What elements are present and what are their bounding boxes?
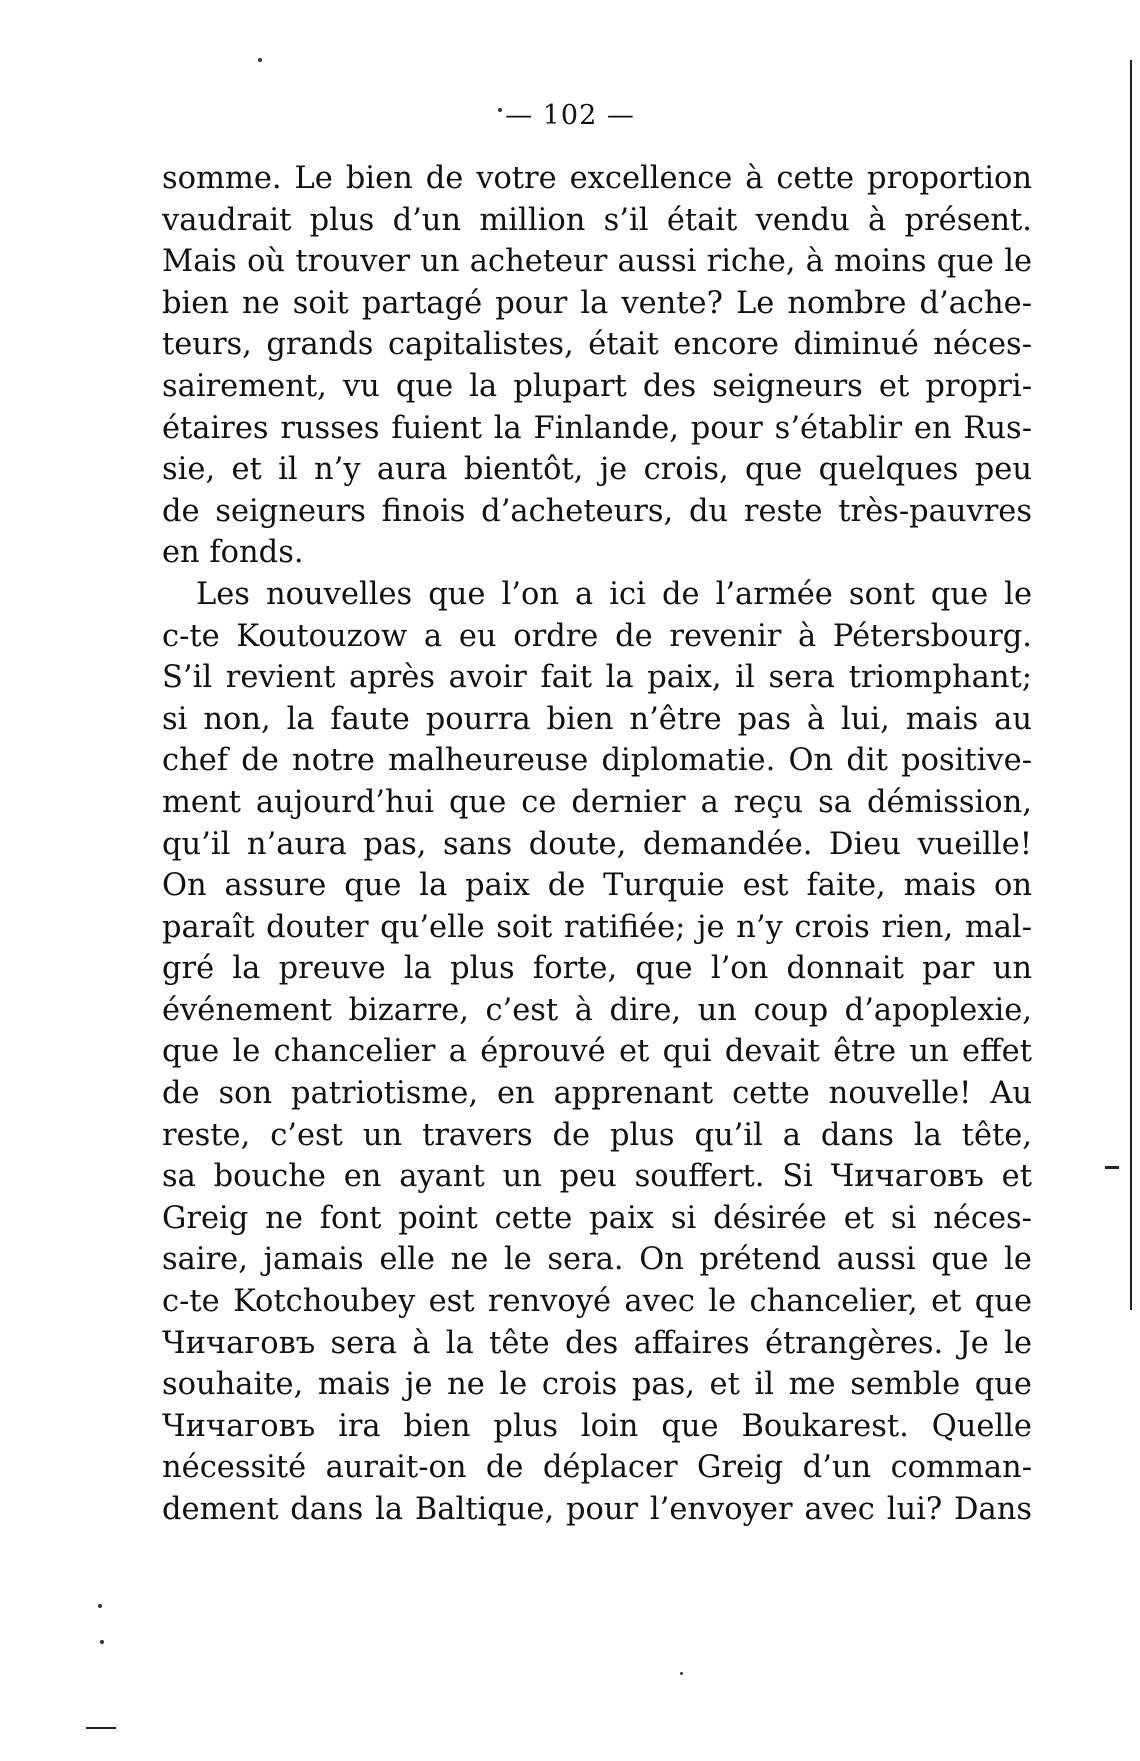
text-line: Mais où trouver un acheteur aussi riche, à moins que le	[162, 244, 1032, 280]
text-line: ment aujourd’hui que ce dernier a reçu sa démission,	[162, 784, 1032, 820]
text-line: sie, et il n’y aura bientôt, je crois, que quelques peu	[162, 452, 1032, 488]
text-line: reste, c’est un travers de plus qu’il a dans la tête,	[162, 1117, 1032, 1153]
scan-speck	[258, 58, 262, 62]
text-line: de son patriotisme, en apprenant cette nouvelle! Au	[162, 1076, 1032, 1112]
text-line: On assure que la paix de Turquie est faite, mais on	[162, 868, 1032, 904]
text-line: si non, la faute pourra bien n’être pas à lui, mais au	[162, 701, 1032, 737]
text-line: bien ne soit partagé pour la vente? Le nombre d’ache-	[162, 285, 1032, 321]
text-line: c-te Kotchoubey est renvoyé avec le chancelier, et que	[162, 1284, 1032, 1320]
paragraph-2	[162, 574, 1032, 1531]
scan-dash	[86, 1727, 116, 1729]
text-line: saire, jamais elle ne le sera. On prétend aussi que le	[162, 1242, 1032, 1278]
text-line: de seigneurs finois d’acheteurs, du reste très-pauvres	[162, 493, 1032, 529]
text-line: Чичаговъ ira bien plus loin que Boukarest. Quelle	[162, 1408, 1032, 1444]
scan-speck	[100, 1640, 104, 1644]
text-line: paraît douter qu’elle soit ratifiée; je n’y crois rien, mal-	[162, 909, 1032, 945]
text-line: en fonds.	[162, 535, 304, 571]
scan-speck	[680, 1672, 683, 1675]
text-line: sairement, vu que la plupart des seigneurs et propri-	[162, 368, 1032, 404]
text-line: nécessité aurait-on de déplacer Greig d’un comman-	[162, 1450, 1032, 1486]
text-line: que le chancelier a éprouvé et qui devait être un effet	[162, 1034, 1032, 1070]
text-line: S’il revient après avoir fait la paix, il sera triomphant;	[162, 660, 1032, 696]
text-line: c-te Koutouzow a eu ordre de revenir à Pétersbourg.	[162, 618, 1032, 654]
scan-dash	[1105, 1166, 1119, 1169]
text-line: étaires russes fuient la Finlande, pour s’établir en Rus-	[162, 410, 1032, 446]
text-line: dement dans la Baltique, pour l’envoyer avec lui? Dans	[162, 1492, 1032, 1527]
text-line: teurs, grands capitalistes, était encore diminué néces-	[162, 327, 1032, 363]
margin-rule	[1130, 60, 1132, 1310]
text-line: qu’il n’aura pas, sans doute, demandée. Dieu vueille!	[162, 826, 1032, 862]
text-line: Les nouvelles que l’on a ici de l’armée sont que le	[196, 576, 1032, 612]
page-number: — 102 —	[505, 100, 635, 131]
text-line: gré la preuve la plus forte, que l’on donnait par un	[162, 951, 1032, 987]
text-line: somme. Le bien de votre excellence à cette proportion	[162, 161, 1032, 196]
text-line: Чичаговъ sera à la tête des affaires étrangères. Je le	[162, 1325, 1032, 1361]
scan-speck	[98, 1604, 102, 1608]
paragraph-1	[162, 158, 1032, 574]
text-line: événement bizarre, c’est à dire, un coup d’apoplexie,	[162, 992, 1032, 1028]
text-line: vaudrait plus d’un million s’il était vendu à présent.	[162, 202, 1032, 238]
text-line: chef de notre malheureuse diplomatie. On dit positive-	[162, 743, 1032, 779]
body-text	[162, 158, 1032, 1531]
text-line: Greig ne font point cette paix si désirée et si néces-	[162, 1200, 1032, 1236]
text-line: sa bouche en ayant un peu souffert. Si Чичаговъ et	[162, 1159, 1032, 1195]
text-line: souhaite, mais je ne le crois pas, et il me semble que	[162, 1367, 1032, 1403]
scan-speck	[498, 108, 502, 112]
